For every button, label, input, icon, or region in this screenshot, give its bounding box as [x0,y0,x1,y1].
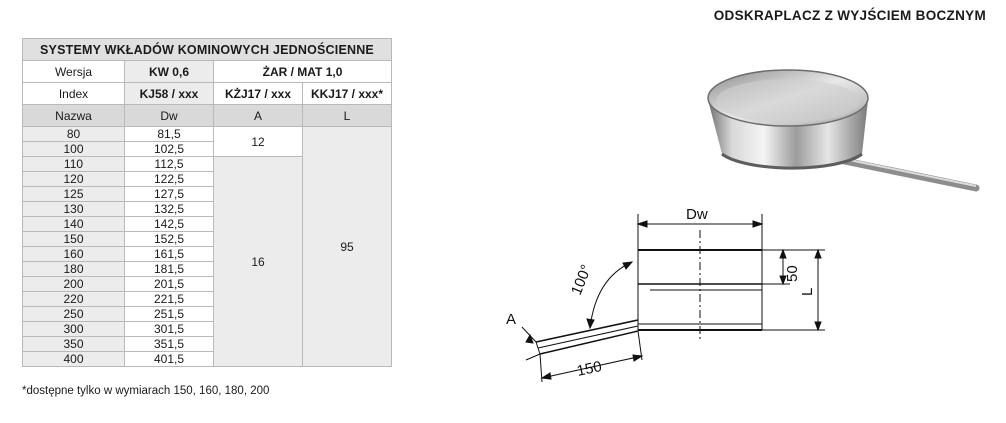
row-nazwa: 400 [23,352,125,367]
row-nazwa: 125 [23,187,125,202]
row-dw: 142,5 [125,217,214,232]
dim-height-label: 50 [784,265,801,282]
col-header-l: L [303,105,392,127]
index-kj: KJ58 / xxx [125,83,214,105]
row-dw: 181,5 [125,262,214,277]
row-nazwa: 180 [23,262,125,277]
dim-l-label: L [799,287,816,296]
a-value-first: 12 [214,127,303,157]
page-title: ODSKRAPLACZ Z WYJŚCIEM BOCZNYM [713,8,986,23]
table-caption: SYSTEMY WKŁADÓW KOMINOWYCH JEDNOŚCIENNE [23,39,392,61]
col-header-dw: Dw [125,105,214,127]
row-nazwa: 100 [23,142,125,157]
index-kzj: KŻJ17 / xxx [214,83,303,105]
row-dw: 81,5 [125,127,214,142]
row-nazwa: 130 [23,202,125,217]
row-nazwa: 300 [23,322,125,337]
row-nazwa: 150 [23,232,125,247]
index-label: Index [23,83,125,105]
wersja-zar: ŻAR / MAT 1,0 [214,61,392,83]
row-nazwa: 220 [23,292,125,307]
row-nazwa: 250 [23,307,125,322]
index-kkj: KKJ17 / xxx* [303,83,392,105]
row-dw: 132,5 [125,202,214,217]
row-nazwa: 200 [23,277,125,292]
row-nazwa: 140 [23,217,125,232]
col-header-a: A [214,105,303,127]
dim-length-label: 150 [575,358,604,380]
row-dw: 351,5 [125,337,214,352]
row-dw: 102,5 [125,142,214,157]
row-nazwa: 120 [23,172,125,187]
dim-a-label: A [506,311,517,328]
wersja-kw: KW 0,6 [125,61,214,83]
dim-dw-label: Dw [686,206,708,223]
col-header-nazwa: Nazwa [23,105,125,127]
row-dw: 161,5 [125,247,214,262]
row-dw: 201,5 [125,277,214,292]
row-dw: 127,5 [125,187,214,202]
l-value: 95 [303,127,392,367]
row-dw: 401,5 [125,352,214,367]
technical-drawing [500,200,830,390]
row-nazwa: 160 [23,247,125,262]
row-dw: 301,5 [125,322,214,337]
row-dw: 122,5 [125,172,214,187]
wersja-label: Wersja [23,61,125,83]
spec-table [22,38,392,367]
product-image [700,56,990,201]
row-dw: 152,5 [125,232,214,247]
footnote: *dostępne tylko w wymiarach 150, 160, 180, 200 [22,385,270,397]
row-dw: 251,5 [125,307,214,322]
row-nazwa: 350 [23,337,125,352]
row-nazwa: 80 [23,127,125,142]
dim-angle-label: 100° [567,262,596,298]
table-row [23,127,392,142]
row-dw: 221,5 [125,292,214,307]
row-nazwa: 110 [23,157,125,172]
row-dw: 112,5 [125,157,214,172]
a-value-rest: 16 [214,157,303,367]
